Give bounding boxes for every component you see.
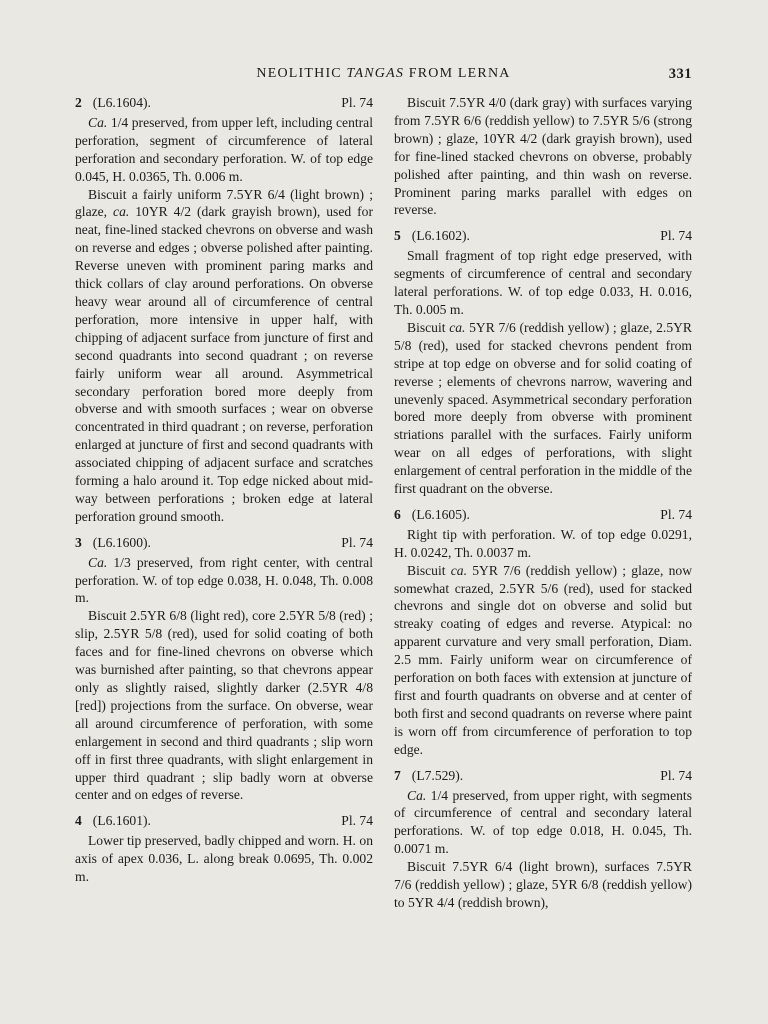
paragraph-run: 1/4 preserved, from upper left, including central perforation, segment of circumference of lateral perforation and secondary perforation. W. of top edge 0.045, H. 0.0365, Th. 0.006 m. bbox=[75, 114, 373, 184]
paragraph-run: 1/3 preserved, from right center, with central perforation. W. of top edge 0.038, H. 0.048, Th. 0.008 m. bbox=[75, 554, 373, 606]
entry-heading bbox=[75, 94, 373, 112]
plate-reference: Pl. 74 bbox=[660, 228, 692, 244]
paragraph bbox=[394, 787, 692, 859]
right-column bbox=[394, 94, 692, 912]
paragraph-run: Biscuit bbox=[407, 562, 451, 578]
paragraph bbox=[75, 832, 373, 886]
paragraph-run: Small fragment of top right edge preserved, with segments of circumference of central and secondary lateral perforations. W. of top edge 0.033, H. 0.016, Th. 0.005 m. bbox=[394, 248, 692, 317]
entry-id: (L6.1604). bbox=[92, 95, 151, 110]
paragraph bbox=[394, 94, 692, 219]
text-columns bbox=[75, 94, 692, 912]
title-text-post: FROM LERNA bbox=[404, 66, 511, 81]
entry-heading bbox=[394, 227, 692, 245]
entry-id: (L6.1601). bbox=[92, 813, 151, 829]
paragraph-run: Right tip with perforation. W. of top edge 0.0291, H. 0.0242, Th. 0.0037 m. bbox=[394, 526, 692, 560]
paragraph-run-italic: ca. bbox=[450, 562, 467, 578]
entry-id: (L6.1605). bbox=[411, 506, 470, 522]
paragraph-run-italic: Ca. bbox=[88, 114, 108, 130]
paragraph-run: 10YR 4/2 (dark grayish brown), used for neat, fine-lined stacked chevrons on obverse and wash on reverse and edges ; obverse polished after painting. Reverse uneven with prominent paring marks and thick collars of clay around perforations. On obverse heavy wear around all of circumference of central perforation, more intensive in upper half, with chipping of adjacent surface from juncture of first and second quadrants into second quadrant ; on reverse fairly uniform wear all around. Asymmetrical secondary perforation bored more deeply from obverse and with smooth surfaces ; wear on obverse concentrated in third quadrant ; on reverse, perforation enlarged at juncture of first and second quadrants with associated chipping of adjacent surface and scratches forming a halo around it. Top edge nicked about mid-way between perforations ; broken edge at lateral perforation ground smooth. bbox=[75, 204, 373, 524]
running-head bbox=[75, 66, 692, 86]
paragraph-run-italic: Ca. bbox=[407, 787, 427, 803]
paragraph bbox=[394, 526, 692, 562]
paragraph bbox=[75, 186, 373, 526]
paragraph bbox=[75, 554, 373, 608]
title-italic-word: TANGAS bbox=[346, 66, 405, 81]
paragraph bbox=[394, 562, 692, 759]
plate-reference: Pl. 74 bbox=[660, 506, 692, 522]
plate-reference: Pl. 74 bbox=[341, 813, 373, 829]
entry-number: 3 bbox=[75, 534, 82, 550]
paragraph-run: Biscuit bbox=[407, 319, 450, 335]
title-text-pre: NEOLITHIC bbox=[256, 66, 347, 81]
entry-number: 5 bbox=[394, 228, 401, 244]
entry-number: 2 bbox=[75, 95, 82, 110]
entry-number: 7 bbox=[394, 767, 401, 783]
paragraph-run: Biscuit 7.5YR 4/0 (dark gray) with surfaces varying from 7.5YR 6/6 (reddish yellow) to 7.5YR 5/6 (strong brown) ; glaze, 10YR 4/2 (dark grayish brown), used for fine-lined stacked chevrons on obverse, probably polished after painting, and thin wash on reverse. Prominent paring marks parallel with edges on reverse. bbox=[394, 95, 692, 218]
paragraph-run: 5YR 7/6 (reddish yellow) ; glaze, 2.5YR 5/8 (red), used for stacked chevrons pendent from stripe at top edge on obverse and for solid coating of reverse ; elements of chevrons narrow, wavering and unevenly spaced. Asymmetrical secondary perforation bored more deeply from obverse with prominent striations parallel with the surfaces. Fairly uniform wear on all edges of perforations, with slight enlargement of central perforation in the middle of the first quadrant on the obverse. bbox=[394, 319, 693, 497]
paragraph bbox=[394, 247, 692, 319]
entry-number: 4 bbox=[75, 813, 82, 829]
paragraph-run-italic: ca. bbox=[113, 204, 130, 220]
plate-reference: Pl. 74 bbox=[341, 534, 373, 550]
page-title bbox=[75, 66, 692, 82]
entry-id: (L6.1600). bbox=[92, 534, 151, 550]
paragraph-run-italic: ca. bbox=[449, 319, 466, 335]
paragraph-run-italic: Ca. bbox=[88, 554, 108, 570]
paragraph-run: Biscuit a fairly uniform 7.5YR 6/4 (light brown) ; glaze, bbox=[75, 186, 373, 220]
paragraph-run: 5YR 7/6 (reddish yellow) ; glaze, now somewhat crazed, 2.5YR 5/6 (red), used for stacked chevrons and single dot on obverse and solid but streaky coating of edges and reverse. Atypical: no apparent curvature and very small perforation, Diam. 2.5 mm. Fairly uniform wear on circumference of perforation on both faces with extension at juncture of first and fourth quadrants on obverse and at center of both first and second quadrants on reverse where paint is worn off from circumference of perforation to top edge. bbox=[394, 562, 693, 757]
entry-id: (L7.529). bbox=[411, 767, 464, 783]
entry-id: (L6.1602). bbox=[411, 228, 470, 244]
paragraph-run: Biscuit 2.5YR 6/8 (light red), core 2.5YR 5/8 (red) ; slip, 2.5YR 5/8 (red), used for solid coating of both faces and for fine-lined chevrons on obverse which was burnished after painting, so that chevrons appear only as slightly raised, slightly darker (2.5YR 4/8 [red]) projections from the surface. On obverse, wear all around circumference of perforation, with some enlargement in second and third quadrants ; slip worn off in first three quadrants, with slight enlargement in upper third quadrant ; slip badly worn at obverse center and on edges of reverse. bbox=[75, 608, 373, 803]
entry-number: 6 bbox=[394, 506, 401, 522]
entry-heading bbox=[75, 534, 373, 552]
left-column bbox=[75, 94, 373, 912]
paragraph bbox=[75, 607, 373, 804]
paragraph-run: Lower tip preserved, badly chipped and worn. H. on axis of apex 0.036, L. along break 0.0695, Th. 0.002 m. bbox=[75, 833, 373, 885]
paragraph bbox=[394, 319, 692, 498]
paragraph-run: Biscuit 7.5YR 6/4 (light brown), surfaces 7.5YR 7/6 (reddish yellow) ; glaze, 5YR 6/8 (reddish yellow) to 5YR 4/4 (reddish brown), bbox=[394, 859, 692, 910]
paragraph bbox=[75, 114, 373, 186]
paragraph bbox=[394, 858, 692, 912]
entry-heading bbox=[394, 767, 692, 785]
paragraph-run: 1/4 preserved, from upper right, with segments of circumference of central and secondary lateral perforations. W. of top edge 0.018, H. 0.045, Th. 0.0071 m. bbox=[394, 787, 692, 857]
entry-heading bbox=[75, 812, 373, 830]
plate-reference: Pl. 74 bbox=[341, 95, 373, 110]
plate-reference: Pl. 74 bbox=[660, 767, 692, 783]
entry-heading bbox=[394, 506, 692, 524]
page-number: 331 bbox=[668, 66, 692, 82]
